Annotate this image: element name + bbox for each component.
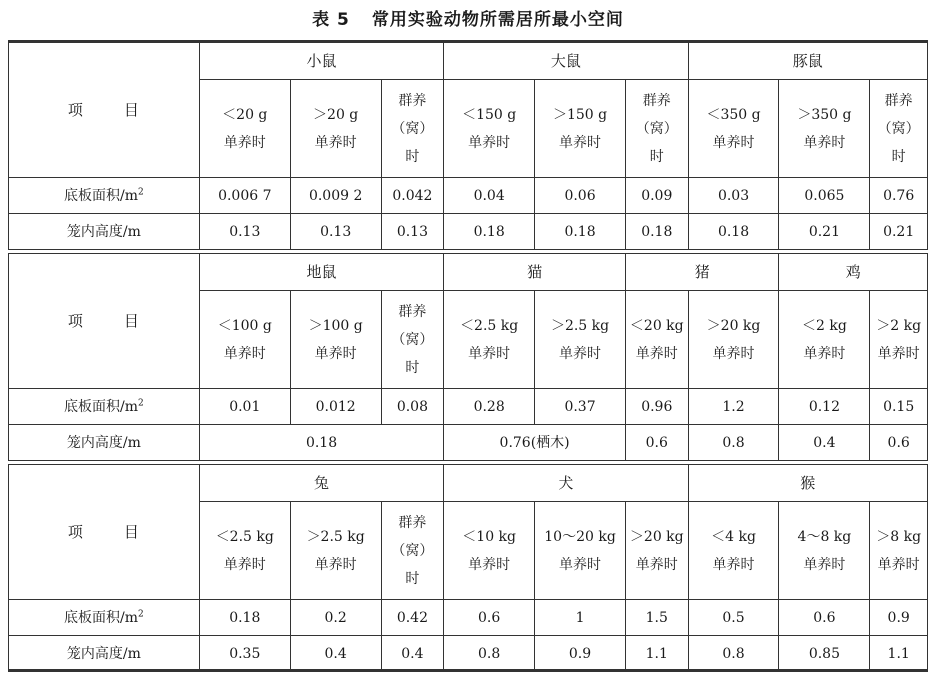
species-header: 地鼠 — [199, 254, 443, 291]
table-cell: 0.18 — [625, 214, 688, 250]
table-cell: 0.01 — [199, 389, 290, 425]
subgroup-header: ＞150 g 单养时 — [535, 80, 626, 178]
table-cell: 0.09 — [625, 178, 688, 214]
table-row-area — [9, 389, 928, 425]
species-header: 兔 — [199, 465, 443, 502]
table-cell: 0.28 — [444, 389, 535, 425]
subgroup-header: ＞20 kg 单养时 — [625, 502, 688, 600]
subgroup-header: ＞2 kg 单养时 — [870, 291, 928, 389]
table-cell: 0.6 — [870, 425, 928, 461]
subgroup-header: ＞2.5 kg 单养时 — [290, 502, 381, 600]
table-cell: 0.6 — [779, 600, 870, 636]
group-housed-header: 群养 （窝） 时 — [870, 80, 928, 178]
table-cell: 0.065 — [779, 178, 870, 214]
table-cell: 0.85 — [779, 636, 870, 672]
item-header: 项 目 — [9, 43, 200, 178]
subgroup-header: ＜350 g 单养时 — [688, 80, 779, 178]
subgroup-header: ＞2.5 kg 单养时 — [535, 291, 626, 389]
table-cell: 0.9 — [535, 636, 626, 672]
species-header: 小鼠 — [199, 43, 443, 80]
table-cell: 0.18 — [444, 214, 535, 250]
table-row-height — [9, 636, 928, 672]
row-label-height: 笼内高度/m — [9, 636, 200, 672]
table-row-area — [9, 178, 928, 214]
species-header: 猴 — [688, 465, 927, 502]
table-cell: 0.8 — [688, 636, 779, 672]
table-block-3 — [8, 464, 928, 672]
group-housed-header: 群养 （窝） 时 — [381, 502, 444, 600]
table-cell: 0.13 — [290, 214, 381, 250]
table-cell: 1.1 — [625, 636, 688, 672]
table-cell: 0.4 — [290, 636, 381, 672]
species-header: 犬 — [444, 465, 688, 502]
subgroup-header: ＞20 kg 单养时 — [688, 291, 779, 389]
subgroup-header: ＜20 g 单养时 — [199, 80, 290, 178]
table-cell: 0.06 — [535, 178, 626, 214]
subgroup-header: 10～20 kg 单养时 — [535, 502, 626, 600]
table-cell: 1.2 — [688, 389, 779, 425]
table-cell: 0.03 — [688, 178, 779, 214]
table-cell: 0.8 — [444, 636, 535, 672]
table-cell: 0.15 — [870, 389, 928, 425]
row-label-area: 底板面积$/m^2$ — [9, 389, 200, 425]
table-cell: 0.4 — [779, 425, 870, 461]
subgroup-header: ＜2 kg 单养时 — [779, 291, 870, 389]
table-cell: 0.76 — [870, 178, 928, 214]
subgroup-header: ＞100 g 单养时 — [290, 291, 381, 389]
table-cell: 0.76(栖木) — [444, 425, 626, 461]
table-cell: 1.1 — [870, 636, 928, 672]
table-block-1 — [8, 42, 928, 250]
species-header: 猪 — [625, 254, 778, 291]
table-cell: 0.8 — [688, 425, 779, 461]
subgroup-header: ＜100 g 单养时 — [199, 291, 290, 389]
table-cell: 0.18 — [199, 600, 290, 636]
table-cell: 0.042 — [381, 178, 444, 214]
table-cell: 1 — [535, 600, 626, 636]
subgroup-header: ＜4 kg 单养时 — [688, 502, 779, 600]
table-cell: 0.13 — [199, 214, 290, 250]
table-title: 常用实验动物所需居所最小空间 — [371, 10, 624, 30]
group-housed-header: 群养 （窝） 时 — [625, 80, 688, 178]
table-cell: 0.18 — [199, 425, 443, 461]
table-cell: 0.96 — [625, 389, 688, 425]
row-label-height: 笼内高度/m — [9, 214, 200, 250]
table-cell: 0.4 — [381, 636, 444, 672]
table-cell: 0.04 — [444, 178, 535, 214]
item-header: 项 目 — [9, 254, 200, 389]
table-row-height — [9, 425, 928, 461]
subgroup-header: ＞20 g 单养时 — [290, 80, 381, 178]
table-block-2 — [8, 253, 928, 461]
species-header: 大鼠 — [444, 43, 688, 80]
table-row-height — [9, 214, 928, 250]
subgroup-header: ＜2.5 kg 单养时 — [444, 291, 535, 389]
subgroup-header: ＞350 g 单养时 — [779, 80, 870, 178]
table-cell: 0.42 — [381, 600, 444, 636]
table-bottom-rule — [8, 669, 928, 671]
table-cell: 0.18 — [535, 214, 626, 250]
species-header: 猫 — [444, 254, 626, 291]
subgroup-header: ＜2.5 kg 单养时 — [199, 502, 290, 600]
table-cell: 1.5 — [625, 600, 688, 636]
subgroup-header: ＞8 kg 单养时 — [870, 502, 928, 600]
table-cell: 0.012 — [290, 389, 381, 425]
species-header: 豚鼠 — [688, 43, 927, 80]
table-cell: 0.13 — [381, 214, 444, 250]
table-number: 表 5 — [312, 10, 350, 30]
row-label-height: 笼内高度/m — [9, 425, 200, 461]
table-cell: 0.009 2 — [290, 178, 381, 214]
table-cell: 0.18 — [688, 214, 779, 250]
table-cell: 0.37 — [535, 389, 626, 425]
table-cell: 0.12 — [779, 389, 870, 425]
table-cell: 0.08 — [381, 389, 444, 425]
table-cell: 0.5 — [688, 600, 779, 636]
table-cell: 0.9 — [870, 600, 928, 636]
table-caption — [0, 4, 936, 36]
subgroup-header: ＜20 kg 单养时 — [625, 291, 688, 389]
row-label-area: 底板面积$/m^2$ — [9, 178, 200, 214]
table-cell: 0.21 — [779, 214, 870, 250]
subgroup-header: ＜10 kg 单养时 — [444, 502, 535, 600]
table-cell: 0.2 — [290, 600, 381, 636]
table-cell: 0.21 — [870, 214, 928, 250]
table-cell: 0.006 7 — [199, 178, 290, 214]
table-cell: 0.6 — [625, 425, 688, 461]
subgroup-header: 4～8 kg 单养时 — [779, 502, 870, 600]
table-cell: 0.6 — [444, 600, 535, 636]
item-header: 项 目 — [9, 465, 200, 600]
table-cell: 0.35 — [199, 636, 290, 672]
table-row-area — [9, 600, 928, 636]
group-housed-header: 群养 （窝） 时 — [381, 80, 444, 178]
subgroup-header: ＜150 g 单养时 — [444, 80, 535, 178]
species-header: 鸡 — [779, 254, 928, 291]
row-label-area: 底板面积$/m^2$ — [9, 600, 200, 636]
group-housed-header: 群养 （窝） 时 — [381, 291, 444, 389]
